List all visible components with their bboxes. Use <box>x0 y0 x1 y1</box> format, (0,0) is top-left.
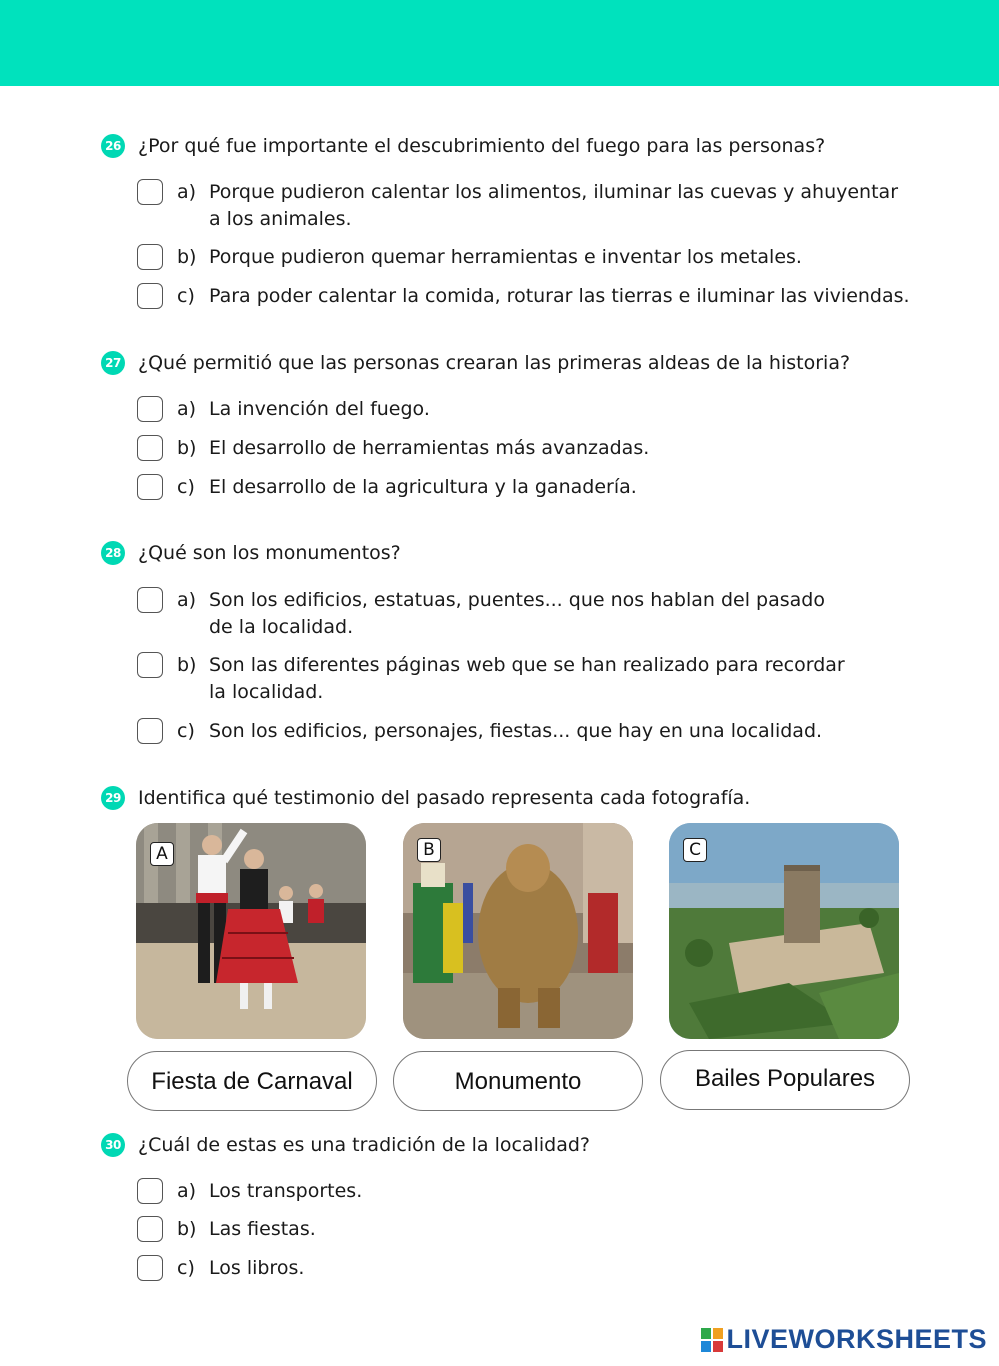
q28-option-b-text-line1: Son las diferentes páginas web que se han realizado para recordar <box>209 654 845 676</box>
liveworksheets-brand[interactable] <box>701 1324 987 1355</box>
q26-option-b-letter: b) <box>177 246 197 268</box>
q30-option-a-letter: a) <box>177 1180 197 1202</box>
q30-option-a-text: Los transportes. <box>209 1180 363 1202</box>
photo-b-label: B <box>417 838 441 862</box>
answer-field-a[interactable] <box>127 1051 377 1111</box>
question-number-26: 26 <box>101 134 125 158</box>
q30-option-c-text: Los libros. <box>209 1257 305 1279</box>
q27-option-b-letter: b) <box>177 437 197 459</box>
q27-option-a-checkbox[interactable] <box>137 396 163 422</box>
q26-option-c-text: Para poder calentar la comida, roturar las tierras e iluminar las viviendas. <box>209 285 910 307</box>
q28-option-c-letter: c) <box>177 720 195 742</box>
question-number-29: 29 <box>101 786 125 810</box>
q30-option-a-checkbox[interactable] <box>137 1178 163 1204</box>
photo-c-label: C <box>683 838 707 862</box>
question-number-28: 28 <box>101 541 125 565</box>
q28-option-c-text: Son los edificios, personajes, fiestas... que hay en una localidad. <box>209 720 823 742</box>
q26-option-b-text: Porque pudieron quemar herramientas e inventar los metales. <box>209 246 802 268</box>
question-28-text: ¿Qué son los monumentos? <box>138 542 401 564</box>
q27-option-c-checkbox[interactable] <box>137 474 163 500</box>
photo-a-label: A <box>150 842 174 866</box>
q27-option-c-letter: c) <box>177 476 195 498</box>
q26-option-a-text-line1: Porque pudieron calentar los alimentos, iluminar las cuevas y ahuyentar <box>209 181 899 203</box>
answer-field-b[interactable] <box>393 1051 643 1111</box>
q26-option-c-letter: c) <box>177 285 195 307</box>
q26-option-b-checkbox[interactable] <box>137 244 163 270</box>
header-bar <box>0 0 999 86</box>
answer-c-text: Bailes Populares <box>694 1065 876 1092</box>
q30-option-c-checkbox[interactable] <box>137 1255 163 1281</box>
q30-option-c-letter: c) <box>177 1257 195 1279</box>
q30-option-b-checkbox[interactable] <box>137 1216 163 1242</box>
question-number-27: 27 <box>101 351 125 375</box>
q26-option-a-letter: a) <box>177 181 197 203</box>
q27-option-a-text: La invención del fuego. <box>209 398 430 420</box>
q27-option-b-text: El desarrollo de herramientas más avanzadas. <box>209 437 650 459</box>
brand-text: LIVEWORKSHEETS <box>726 1324 987 1354</box>
q28-option-a-text-line1: Son los edificios, estatuas, puentes... que nos hablan del pasado <box>209 589 825 611</box>
q28-option-a-checkbox[interactable] <box>137 587 163 613</box>
answer-b-text: Monumento <box>454 1068 582 1095</box>
q27-option-a-letter: a) <box>177 398 197 420</box>
question-29-text: Identifica qué testimonio del pasado representa cada fotografía. <box>138 787 751 809</box>
question-27-text: ¿Qué permitió que las personas crearan las primeras aldeas de la historia? <box>138 352 851 374</box>
q26-option-a-text-line2: a los animales. <box>209 208 352 230</box>
q30-option-b-text: Las fiestas. <box>209 1218 316 1240</box>
q30-option-b-letter: b) <box>177 1218 197 1240</box>
q28-option-c-checkbox[interactable] <box>137 718 163 744</box>
q27-option-c-text: El desarrollo de la agricultura y la ganadería. <box>209 476 637 498</box>
q28-option-b-checkbox[interactable] <box>137 652 163 678</box>
q28-option-a-text-line2: de la localidad. <box>209 616 354 638</box>
question-26-text: ¿Por qué fue importante el descubrimiento del fuego para las personas? <box>138 135 826 157</box>
q27-option-b-checkbox[interactable] <box>137 435 163 461</box>
q28-option-b-letter: b) <box>177 654 197 676</box>
question-number-30: 30 <box>101 1133 125 1157</box>
q26-option-a-checkbox[interactable] <box>137 179 163 205</box>
liveworksheets-logo-icon <box>701 1328 723 1352</box>
answer-field-c[interactable] <box>660 1050 910 1110</box>
question-30-text: ¿Cuál de estas es una tradición de la localidad? <box>138 1134 590 1156</box>
answer-a-text: Fiesta de Carnaval <box>151 1068 353 1095</box>
q26-option-c-checkbox[interactable] <box>137 283 163 309</box>
q28-option-a-letter: a) <box>177 589 197 611</box>
q28-option-b-text-line2: la localidad. <box>209 681 324 703</box>
